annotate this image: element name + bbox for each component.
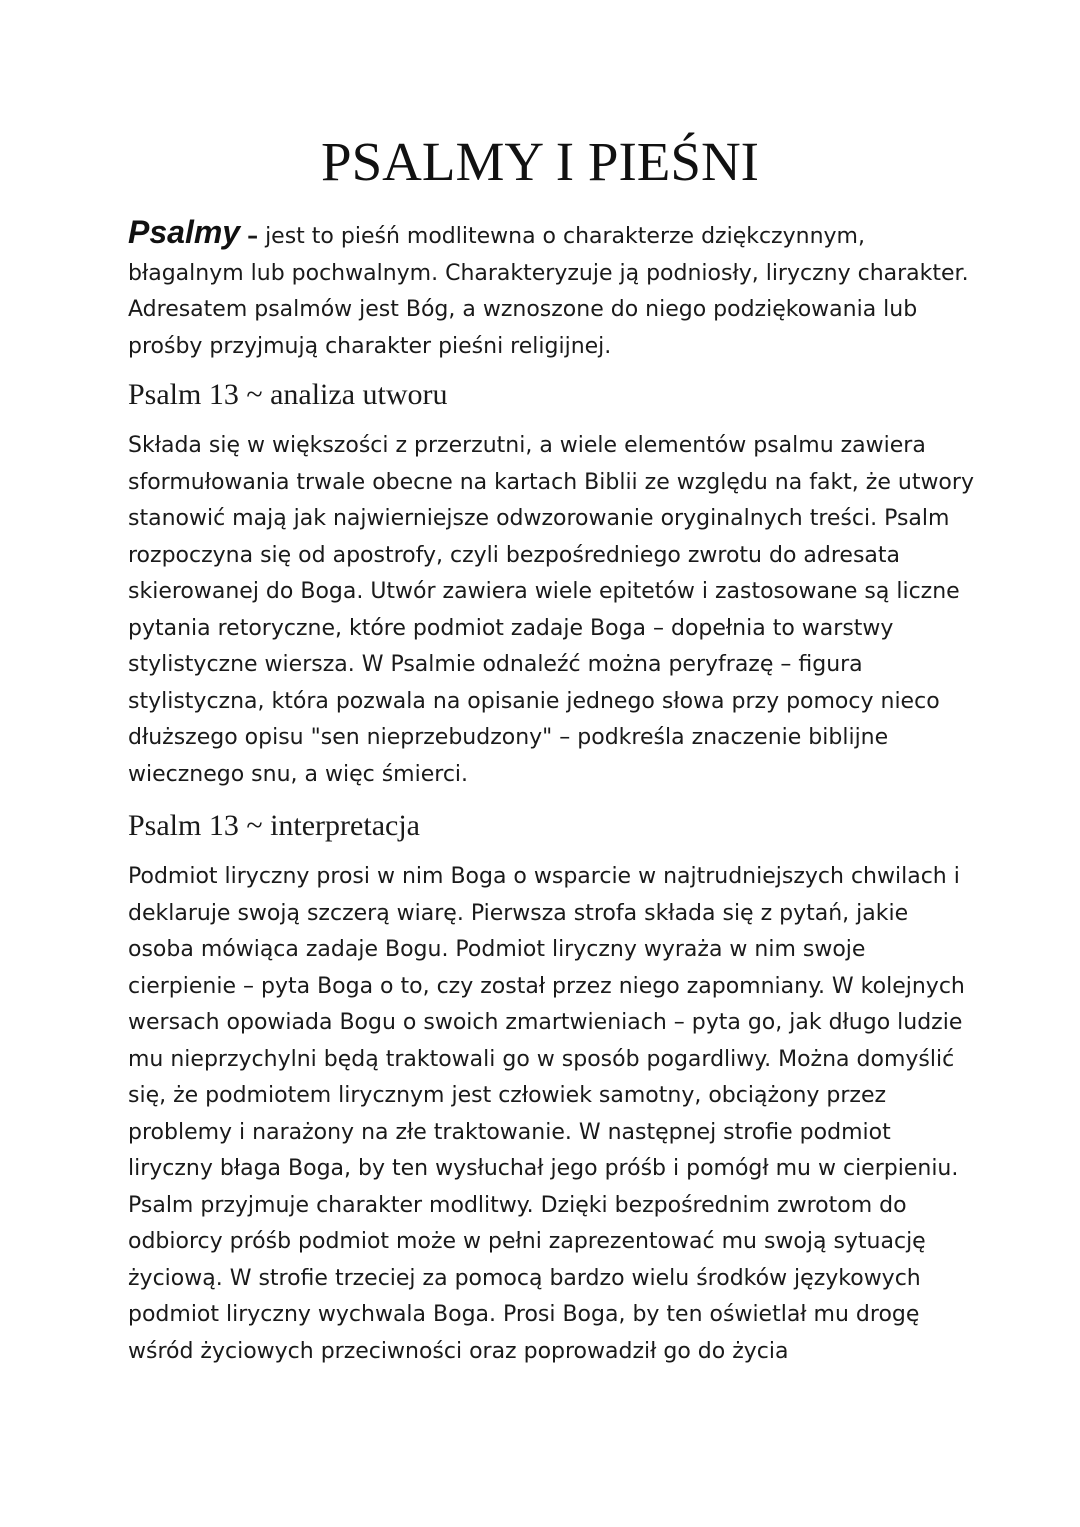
intro-term: Psalmy: [128, 214, 241, 250]
section-text-analysis: Składa się w większości z przerzutni, a wiele elementów psalmu zawiera sformułowania trwale obecne na kartach Biblii ze względu na fakt, że utwory stanowić mają jak najwierniejsze odwzorowanie oryginalnych treści. Psalm rozpoczyna się od apostrofy, czyli bezpośredniego zwrotu do adresata skierowanej do Boga. Utwór zawiera wiele epitetów i zastosowane są liczne pytania retoryczne, które podmiot zadaje Boga – dopełnia to warstwy stylistyczne wiersza. W Psalmie odnaleźć można peryfrazę – figura stylistyczna, która pozwala na opisanie jednego słowa przy pomocy nieco dłuższego opisu "sen nieprzebudzony" – podkreśla znaczenie biblijne wiecznego snu, a więc śmierci.: [128, 433, 974, 787]
page-title: PSALMY I PIEŚNI: [320, 131, 759, 192]
section-heading-interpretation: Psalm 13 ~ interpretacja: [128, 809, 420, 842]
section-text-interpretation: Podmiot liryczny prosi w nim Boga o wsparcie w najtrudniejszych chwilach i deklaruje swoją szczerą wiarę. Pierwsza strofa składa się z pytań, jakie osoba mówiąca zadaje Bogu. Podmiot liryczny wyraża w nim swoje cierpienie – pyta Boga o to, czy został przez niego zapomniany. W kolejnych wersach opowiada Bogu o swoich zmartwieniach – pyta go, jak długo ludzie mu nieprzychylni będą traktowali go w sposób pogardliwy. Można domyślić się, że podmiotem lirycznym jest człowiek samotny, obciążony przez problemy i narażony na złe traktowanie. W następnej strofie podmiot liryczny błaga Boga, by ten wysłuchał jego próśb i pomógł mu w cierpieniu. Psalm przyjmuje charakter modlitwy. Dzięki bezpośrednim zwrotom do odbiorcy próśb podmiot może w pełni zaprezentować mu swoją sytuację życiową. W strofie trzeciej za pomocą bardzo wielu środków językowych podmiot liryczny wychwala Boga. Prosi Boga, by ten oświetlał mu drogę wśród życiowych przeciwności oraz poprowadził go do życia: [128, 864, 965, 1364]
section-heading-analysis: Psalm 13 ~ analiza utworu: [128, 378, 448, 411]
intro-text: jest to pieśń modlitewna o charakterze dziękczynnym, błagalnym lub pochwalnym. Charakteryzuje ją podniosły, liryczny charakter. Adresatem psalmów jest Bóg, a wznoszone do niego podziękowania lub prośby przyjmują charakter pieśni religijnej.: [128, 224, 969, 359]
intro-dash: –: [247, 224, 259, 249]
intro-paragraph: [128, 214, 978, 365]
